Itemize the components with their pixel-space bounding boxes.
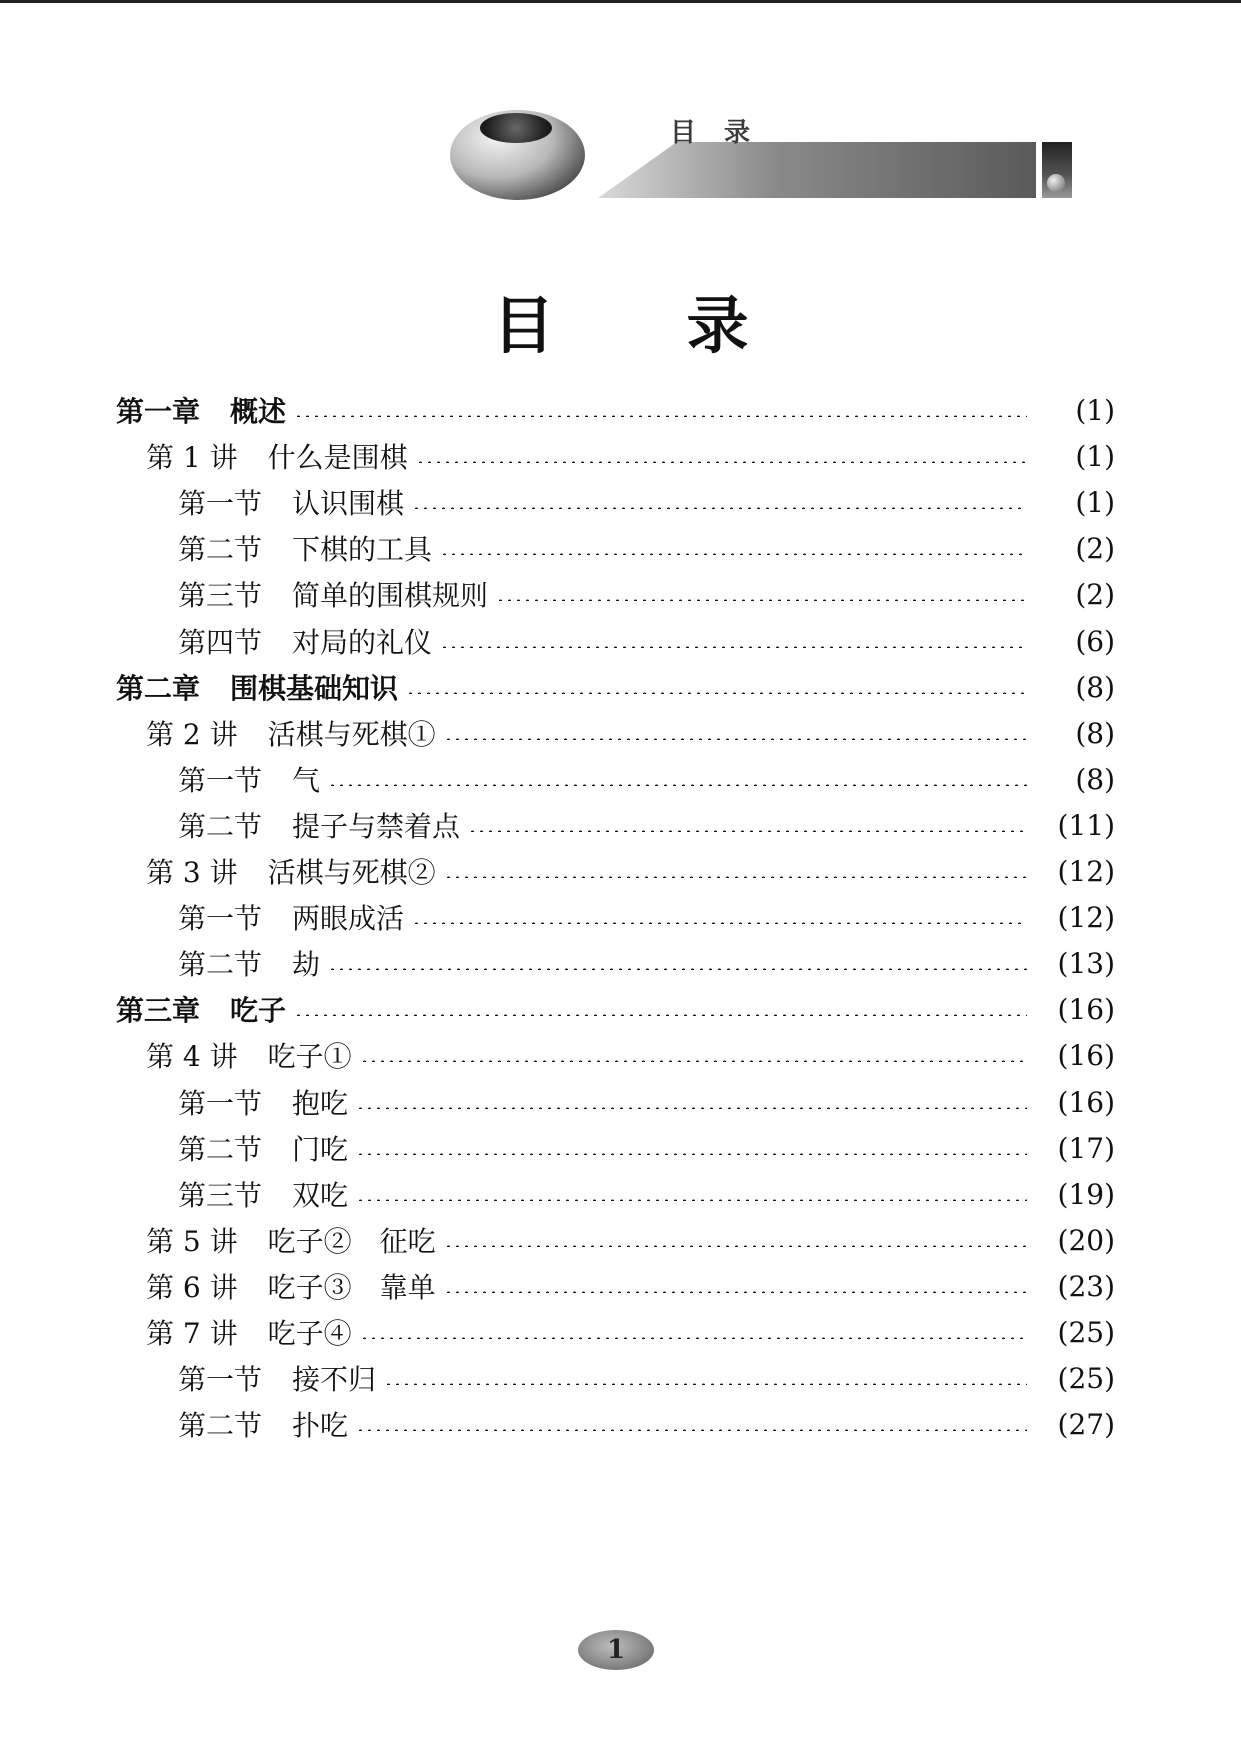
toc-entry-title: 吃子② 征吃 [267, 1225, 436, 1258]
toc-entry[interactable] [0, 434, 1241, 478]
toc-entry-page: (1) [1075, 393, 1115, 427]
toc-entry-title: 两眼成活 [292, 902, 405, 935]
page-title: 目录 [492, 289, 881, 362]
toc-entry[interactable] [0, 941, 1241, 985]
page-number: 1 [578, 1630, 654, 1670]
toc-entry-title: 接不归 [292, 1363, 377, 1396]
toc-dot-leader [356, 1429, 1027, 1431]
toc-entry[interactable] [0, 1126, 1241, 1170]
toc-entry-title: 双吃 [292, 1179, 349, 1212]
toc-entry[interactable] [0, 711, 1241, 755]
toc-dot-leader [416, 461, 1027, 463]
toc-entry[interactable] [0, 757, 1241, 801]
toc-dot-leader [440, 553, 1027, 555]
toc-dot-leader [294, 1014, 1027, 1016]
toc-entry[interactable] [0, 1218, 1241, 1262]
toc-entry-number: 第 3 讲 [146, 856, 238, 889]
toc-entry[interactable] [0, 1080, 1241, 1124]
toc-entry-title: 活棋与死棋② [267, 856, 436, 889]
toc-entry-title: 门吃 [292, 1133, 349, 1166]
toc-dot-leader [360, 1337, 1027, 1339]
toc-entry-title: 劫 [292, 948, 321, 981]
toc-entry-page: (6) [1075, 624, 1115, 658]
toc-entry-page: (16) [1057, 992, 1115, 1026]
toc-entry-number: 第一章 [116, 395, 201, 428]
toc-entry[interactable] [0, 1356, 1241, 1400]
toc-entry-page: (19) [1057, 1177, 1115, 1211]
toc-entry[interactable] [0, 1264, 1241, 1308]
toc-entry-number: 第一节 [178, 1363, 263, 1396]
toc-dot-leader [444, 876, 1027, 878]
toc-entry-title: 活棋与死棋① [267, 718, 436, 751]
toc-entry-number: 第二节 [178, 1133, 263, 1166]
toc-entry-number: 第 7 讲 [146, 1317, 238, 1350]
toc-dot-leader [360, 1060, 1027, 1062]
toc-entry-page: (8) [1075, 670, 1115, 704]
toc-entry-number: 第四节 [178, 626, 263, 659]
toc-entry-page: (20) [1057, 1223, 1115, 1257]
toc-entry-page: (2) [1075, 577, 1115, 611]
toc-entry-page: (11) [1057, 808, 1115, 842]
toc-entry-page: (1) [1075, 439, 1115, 473]
toc-dot-leader [294, 415, 1027, 417]
toc-entry-number: 第三节 [178, 1179, 263, 1212]
toc-entry[interactable] [0, 849, 1241, 893]
toc-dot-leader [412, 922, 1027, 924]
toc-dot-leader [328, 968, 1027, 970]
toc-entry-number: 第一节 [178, 902, 263, 935]
toc-dot-leader [496, 599, 1027, 601]
toc-entry-number: 第一节 [178, 487, 263, 520]
toc-entry-title: 认识围棋 [292, 487, 405, 520]
toc-entry[interactable] [0, 1172, 1241, 1216]
toc-dot-leader [384, 1383, 1027, 1385]
toc-entry-page: (12) [1057, 900, 1115, 934]
toc-entry-number: 第三章 [116, 994, 201, 1027]
toc-entry-page: (16) [1057, 1038, 1115, 1072]
toc-entry-page: (12) [1057, 854, 1115, 888]
toc-entry-number: 第 1 讲 [146, 441, 238, 474]
toc-entry[interactable] [0, 987, 1241, 1031]
toc-entry-title: 提子与禁着点 [292, 810, 461, 843]
toc-entry-page: (25) [1057, 1315, 1115, 1349]
toc-dot-leader [444, 738, 1027, 740]
toc-entry-number: 第一节 [178, 1087, 263, 1120]
toc-entry-page: (13) [1057, 946, 1115, 980]
toc-entry-title: 简单的围棋规则 [292, 579, 489, 612]
toc-entry[interactable] [0, 480, 1241, 524]
toc-entry[interactable] [0, 665, 1241, 709]
toc-entry-title: 抱吃 [292, 1087, 349, 1120]
toc-dot-leader [412, 507, 1027, 509]
toc-entry-title: 吃子③ 靠单 [267, 1271, 436, 1304]
toc-entry[interactable] [0, 1310, 1241, 1354]
header-banner-label: 目录 [670, 118, 779, 148]
toc-dot-leader [356, 1199, 1027, 1201]
toc-entry-number: 第 4 讲 [146, 1040, 238, 1073]
toc-entry[interactable] [0, 619, 1241, 663]
toc-entry[interactable] [0, 1402, 1241, 1446]
toc-entry[interactable] [0, 526, 1241, 570]
toc-entry-page: (2) [1075, 531, 1115, 565]
header-decoration [440, 100, 1100, 210]
toc-dot-leader [406, 692, 1027, 694]
toc-entry-page: (27) [1057, 1407, 1115, 1441]
toc-dot-leader [356, 1153, 1027, 1155]
toc-entry-page: (25) [1057, 1361, 1115, 1395]
toc-entry-number: 第二节 [178, 533, 263, 566]
toc-entry-title: 对局的礼仪 [292, 626, 433, 659]
toc-entry-number: 第二节 [178, 810, 263, 843]
toc-entry[interactable] [0, 388, 1241, 432]
toc-entry-number: 第二节 [178, 1409, 263, 1442]
toc-entry-title: 气 [292, 764, 321, 797]
top-border-rule [0, 0, 1241, 3]
toc-dot-leader [468, 830, 1027, 832]
toc-entry-title: 扑吃 [292, 1409, 349, 1442]
toc-entry-number: 第 6 讲 [146, 1271, 238, 1304]
toc-entry-number: 第一节 [178, 764, 263, 797]
toc-entry-number: 第三节 [178, 579, 263, 612]
toc-entry-page: (1) [1075, 485, 1115, 519]
toc-entry-title: 下棋的工具 [292, 533, 433, 566]
header-banner [598, 142, 1036, 198]
toc-entry-number: 第 2 讲 [146, 718, 238, 751]
toc-entry-page: (23) [1057, 1269, 1115, 1303]
go-stones-icon [480, 113, 552, 143]
go-stone-icon [1047, 174, 1065, 192]
toc-entry[interactable] [0, 572, 1241, 616]
toc-entry-title: 什么是围棋 [267, 441, 408, 474]
toc-dot-leader [444, 1245, 1027, 1247]
toc-entry-number: 第 5 讲 [146, 1225, 238, 1258]
toc-entry-title: 概述 [230, 395, 287, 428]
toc-entry-number: 第二节 [178, 948, 263, 981]
toc-entry-page: (16) [1057, 1085, 1115, 1119]
toc-entry-title: 吃子④ [267, 1317, 352, 1350]
toc-entry[interactable] [0, 803, 1241, 847]
toc-dot-leader [440, 646, 1027, 648]
toc-dot-leader [356, 1107, 1027, 1109]
toc-dot-leader [444, 1291, 1027, 1293]
toc-entry-number: 第二章 [116, 672, 201, 705]
toc-dot-leader [328, 784, 1027, 786]
toc-entry[interactable] [0, 1033, 1241, 1077]
toc-entry-title: 吃子 [230, 994, 287, 1027]
toc-entry[interactable] [0, 895, 1241, 939]
toc-entry-title: 围棋基础知识 [230, 672, 399, 705]
toc-entry-page: (17) [1057, 1131, 1115, 1165]
toc-entry-title: 吃子① [267, 1040, 352, 1073]
toc-entry-page: (8) [1075, 762, 1115, 796]
toc-entry-page: (8) [1075, 716, 1115, 750]
